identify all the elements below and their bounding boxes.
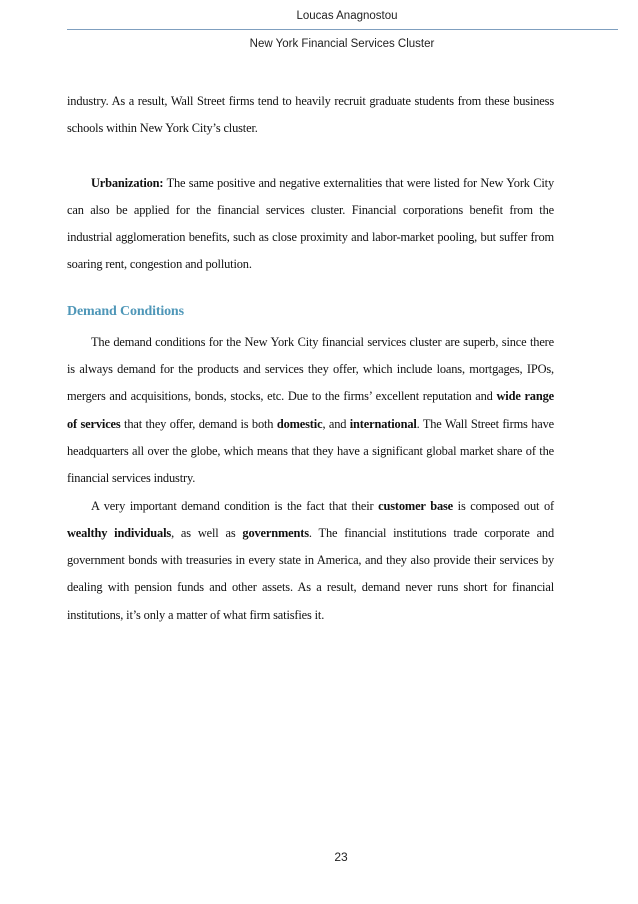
text-run: A very important demand condition is the fact that their	[91, 498, 379, 513]
paragraph-business-schools: industry. As a result, Wall Street firms tend to heavily recruit graduate students from these business schools within New York City’s cluster.	[67, 94, 554, 136]
text-run: . The Wall Street firms have headquarters all over the globe, which means that they have a significant global market share of the financial services industry.	[67, 416, 554, 486]
header-subtitle: New York Financial Services Cluster	[249, 38, 435, 50]
bold-wealthy-individuals: wealthy individuals	[67, 525, 172, 540]
bold-wide-range-of-services: wide range of services	[67, 389, 554, 431]
section-heading-demand-conditions: Demand Conditions	[67, 303, 184, 319]
text-run: , as well as	[171, 525, 243, 540]
bold-international: international	[349, 416, 417, 431]
paragraph-customer-base	[67, 493, 554, 629]
text-run: , and	[322, 416, 350, 431]
bold-governments: governments	[242, 525, 309, 540]
text-run: is composed out of	[453, 498, 554, 513]
bold-domestic: domestic	[276, 416, 323, 431]
header-divider	[67, 29, 618, 30]
text-run: . The financial institutions trade corporate and government bonds with treasuries in every state in America, and they also provide their services by dealing with pension funds and other assets. As a result, demand never runs short for financial institutions, it’s only a matter of what firm satisfies it.	[67, 525, 555, 622]
text-run: The demand conditions for the New York City financial services cluster are superb, since there is always demand for the products and services they offer, which include loans, mortgages, IPOs, mergers and acquisitions, bonds, stocks, etc. Due to the firms’ excellent reputation and	[67, 334, 554, 404]
header-author: Loucas Anagnostou	[296, 10, 398, 22]
paragraph-urbanization	[67, 170, 554, 279]
bold-customer-base: customer base	[378, 498, 454, 513]
paragraph-demand-conditions	[67, 329, 554, 493]
text-run: that they offer, demand is both	[120, 416, 277, 431]
page-number: 23	[334, 850, 348, 864]
urbanization-text: The same positive and negative externalities that were listed for New York City can also be applied for the financial services cluster. Financial corporations benefit from the industrial agglomeration benefits, such as close proximity and labor-market pooling, but suffer from soaring rent, congestion and pollution.	[67, 175, 554, 272]
urbanization-label: Urbanization:	[91, 175, 164, 190]
document-body	[67, 88, 554, 629]
